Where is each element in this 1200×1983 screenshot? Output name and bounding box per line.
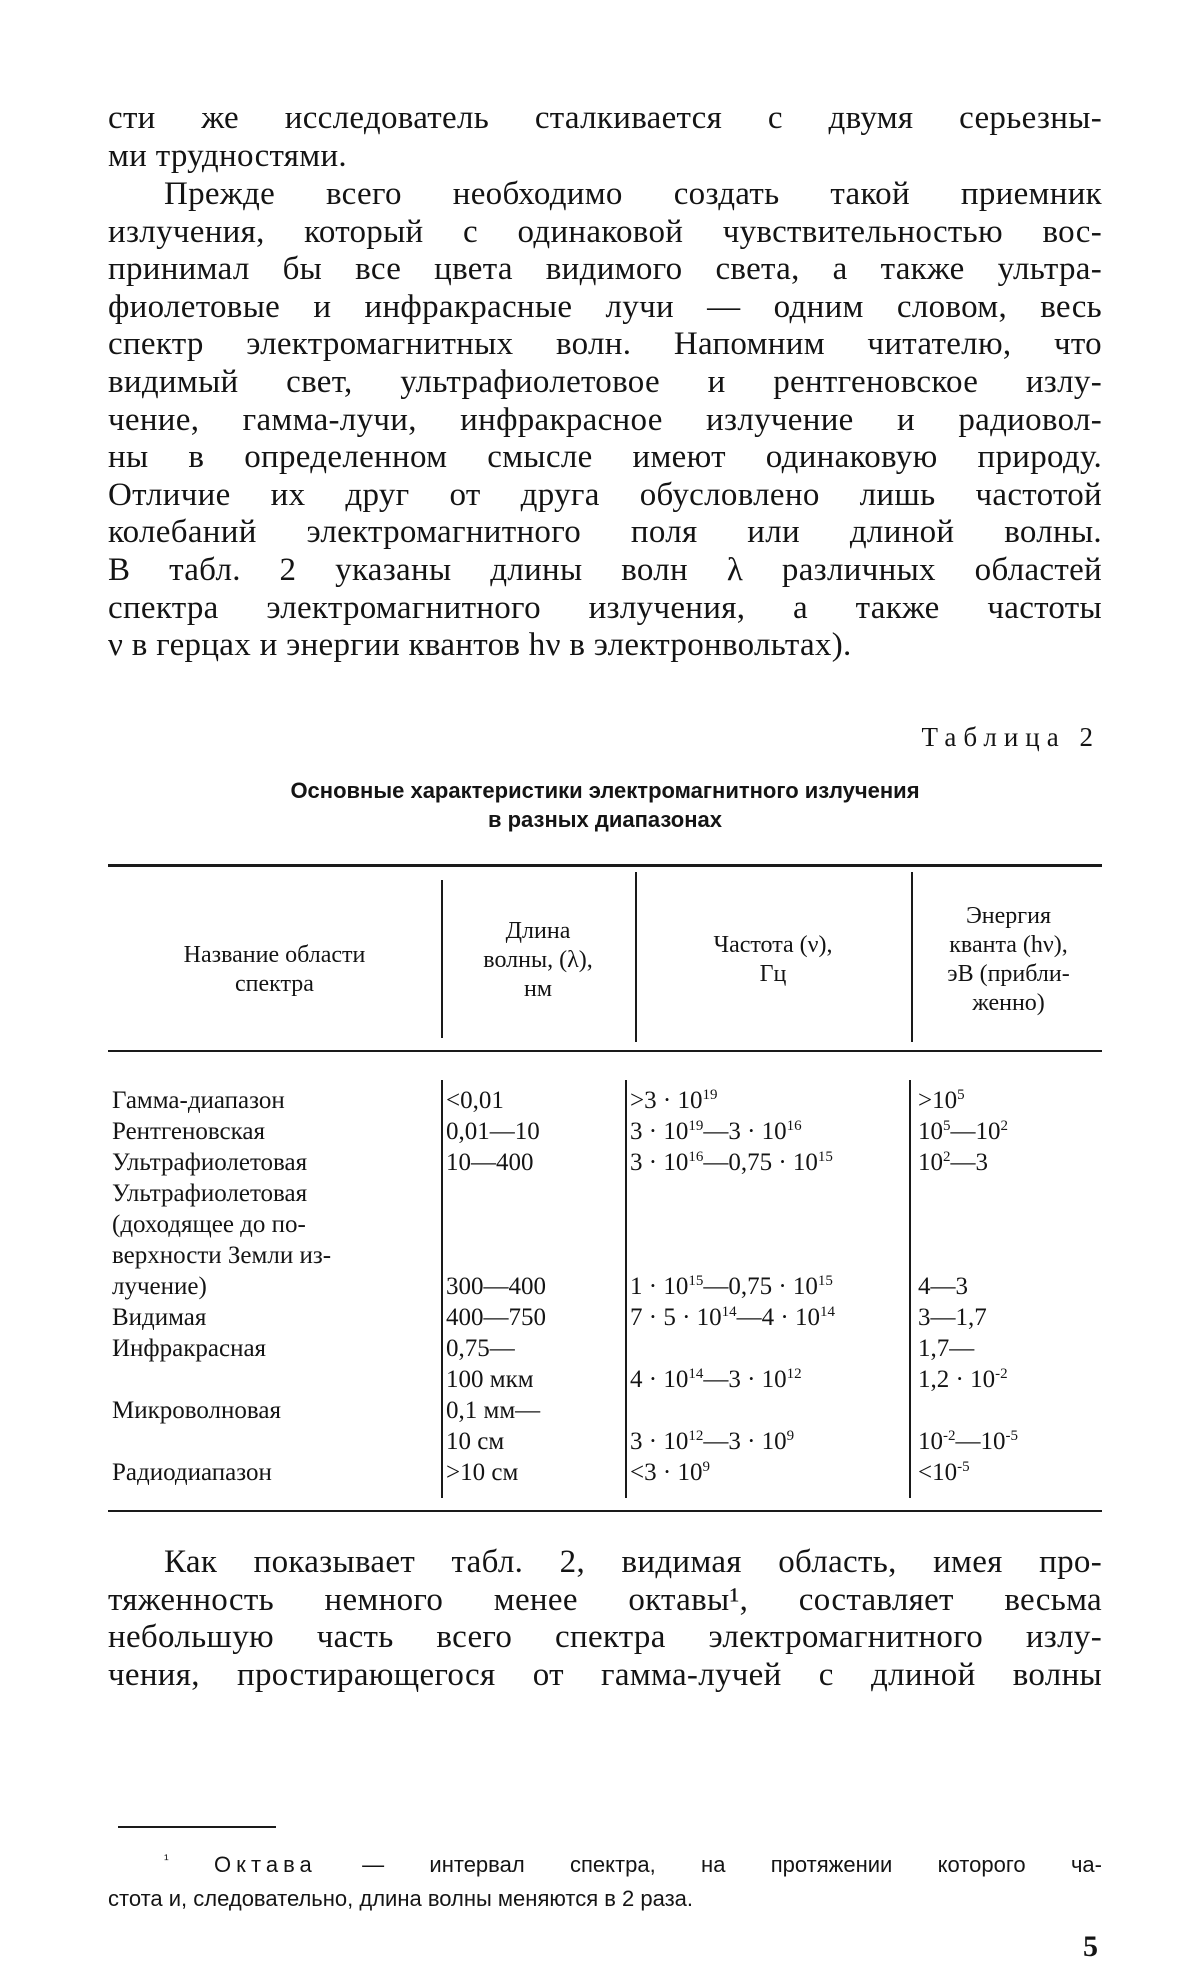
text-line: чения, простирающегося от гамма-лучей с длиной волны xyxy=(108,1656,1102,1693)
footnote-rule xyxy=(118,1826,276,1828)
footnote-text: — интервал спектра, на протяжении которого ча- xyxy=(316,1852,1102,1877)
cell-frequency: $4 \cdot 10^{14}—3 \cdot 10^{12}$ xyxy=(630,1366,802,1393)
table-bottom-rule xyxy=(108,1510,1102,1512)
cell-spectrum-name: Микроволновая xyxy=(112,1397,281,1424)
footnote-term: Октава xyxy=(214,1852,317,1877)
table-title xyxy=(108,776,1102,834)
cell-frequency: $<3 \cdot 10^9$ xyxy=(630,1459,710,1486)
cell-frequency: $3 \cdot 10^{16}—0,75 \cdot 10^{15}$ xyxy=(630,1149,833,1176)
cell-energy: $10^2—3$ xyxy=(918,1149,988,1176)
table-label: Таблица 2 xyxy=(921,722,1100,752)
cell-spectrum-name: лучение) xyxy=(112,1273,207,1300)
text-line: тяженность немного менее октавы¹, составляет весьма xyxy=(108,1581,1102,1618)
cell-frequency: $3 \cdot 10^{12}—3 \cdot 10^9$ xyxy=(630,1428,795,1455)
cell-wavelength: >10 см xyxy=(446,1459,519,1486)
header-frequency xyxy=(639,900,907,1020)
header-energy xyxy=(915,876,1102,1044)
text-line: ми трудностями. xyxy=(108,137,347,174)
text-line: спектра электромагнитного излучения, а также частоты xyxy=(108,589,1102,626)
header-text: Частота (ν), Гц xyxy=(713,932,833,987)
cell-energy: 1,7— xyxy=(918,1335,975,1362)
text-line: ны в определенном смысле имеют одинаковую природу. xyxy=(108,439,1102,476)
cell-spectrum-name: Рентгеновская xyxy=(112,1118,265,1145)
cell-energy: 3—1,7 xyxy=(918,1304,987,1331)
header-wavelength xyxy=(445,900,631,1020)
cell-spectrum-name: Гамма-диапазон xyxy=(112,1087,285,1114)
table-title-line: Основные характеристики электромагнитного излучения xyxy=(290,778,920,803)
column-divider xyxy=(625,1080,627,1498)
cell-wavelength: 100 мкм xyxy=(446,1366,534,1393)
paragraph-1 xyxy=(108,100,1102,175)
column-divider xyxy=(911,872,913,1042)
cell-spectrum-name: верхности Земли из- xyxy=(112,1242,332,1269)
cell-wavelength: 0,1 мм— xyxy=(446,1397,541,1424)
cell-frequency: $>3 \cdot 10^{19}$ xyxy=(630,1087,718,1114)
header-text: Название области спектра xyxy=(183,942,366,997)
header-text: Энергия кванта (hν), эВ (прибли-женно) xyxy=(947,903,1070,1016)
header-spectrum-name xyxy=(112,910,437,1030)
text-line: излучения, который с одинаковой чувствительностью вос- xyxy=(108,213,1102,250)
text-line: В табл. 2 указаны длины волн λ различных областей xyxy=(108,551,1102,588)
cell-wavelength: 0,01—10 xyxy=(446,1118,540,1145)
cell-energy: $<10^{-5}$ xyxy=(918,1459,970,1486)
cell-frequency: $3 \cdot 10^{19}—3 \cdot 10^{16}$ xyxy=(630,1118,802,1145)
text-line: сти же исследователь сталкивается с двумя серьезны- xyxy=(108,100,1102,136)
cell-frequency: $1 \cdot 10^{15}—0,75 \cdot 10^{15}$ xyxy=(630,1273,833,1300)
cell-spectrum-name: Ультрафиолетовая xyxy=(112,1149,308,1176)
cell-wavelength: 300—400 xyxy=(446,1273,546,1300)
footnote-line xyxy=(108,1842,1102,1882)
footnote-line: стота и, следовательно, длина волны меняются в 2 раза. xyxy=(108,1886,694,1911)
table-top-rule xyxy=(108,864,1102,867)
header-text: Длина волны, (λ), нм xyxy=(483,917,593,1002)
text-line: спектр электромагнитных волн. Напомним читателю, что xyxy=(108,326,1102,363)
column-divider xyxy=(909,1080,911,1498)
text-line: фиолетовые и инфракрасные лучи — одним словом, весь xyxy=(108,288,1102,325)
cell-spectrum-name: Инфракрасная xyxy=(112,1335,267,1362)
text-line: Прежде всего необходимо создать такой приемник xyxy=(164,176,1102,212)
cell-energy: $10^{-2}—10^{-5}$ xyxy=(918,1428,1018,1455)
column-divider xyxy=(635,872,637,1042)
text-line: Отличие их друг от друга обусловлено лишь частотой xyxy=(108,476,1102,513)
text-line: Как показывает табл. 2, видимая область, имея про- xyxy=(164,1544,1102,1580)
cell-spectrum-name: Радиодиапазон xyxy=(112,1459,272,1486)
column-divider xyxy=(441,880,443,1038)
cell-wavelength: <0,01 xyxy=(446,1087,504,1114)
cell-spectrum-name: Ультрафиолетовая xyxy=(112,1180,308,1207)
cell-energy: $10^5—10^2$ xyxy=(918,1118,1008,1145)
table-title-line: в разных диапазонах xyxy=(487,807,723,832)
cell-spectrum-name: (доходящее до по- xyxy=(112,1211,306,1238)
table-header-rule xyxy=(108,1050,1102,1052)
cell-energy: $>10^5$ xyxy=(918,1087,965,1114)
text-line: видимый свет, ультрафиолетовое и рентгеновское излу- xyxy=(108,363,1102,400)
cell-wavelength: 10—400 xyxy=(446,1149,534,1176)
text-line: колебаний электромагнитного поля или длиной волны. xyxy=(108,514,1102,551)
column-divider xyxy=(441,1080,443,1498)
footnote-mark: ¹ xyxy=(164,1851,169,1867)
text-line: небольшую часть всего спектра электромагнитного излу- xyxy=(108,1619,1102,1656)
footnote xyxy=(108,1842,1102,1916)
paragraph-3 xyxy=(108,1544,1102,1694)
text-line: чение, гамма-лучи, инфракрасное излучение и радиовол- xyxy=(108,401,1102,438)
text-line: ν в герцах и энергии квантов hν в электронвольтах). xyxy=(108,627,852,664)
text-line: принимал бы все цвета видимого света, а также ультра- xyxy=(108,251,1102,288)
cell-wavelength: 400—750 xyxy=(446,1304,546,1331)
cell-wavelength: 10 см xyxy=(446,1428,505,1455)
cell-energy: 4—3 xyxy=(918,1273,968,1300)
cell-wavelength: 0,75— xyxy=(446,1335,515,1362)
cell-energy: $1,2 \cdot 10^{-2}$ xyxy=(918,1366,1008,1393)
cell-frequency: $7 \cdot 5 \cdot 10^{14}—4 \cdot 10^{14}$ xyxy=(630,1304,835,1331)
cell-spectrum-name: Видимая xyxy=(112,1304,207,1331)
paragraph-2 xyxy=(108,176,1102,665)
page-number: 5 xyxy=(1083,1930,1098,1963)
